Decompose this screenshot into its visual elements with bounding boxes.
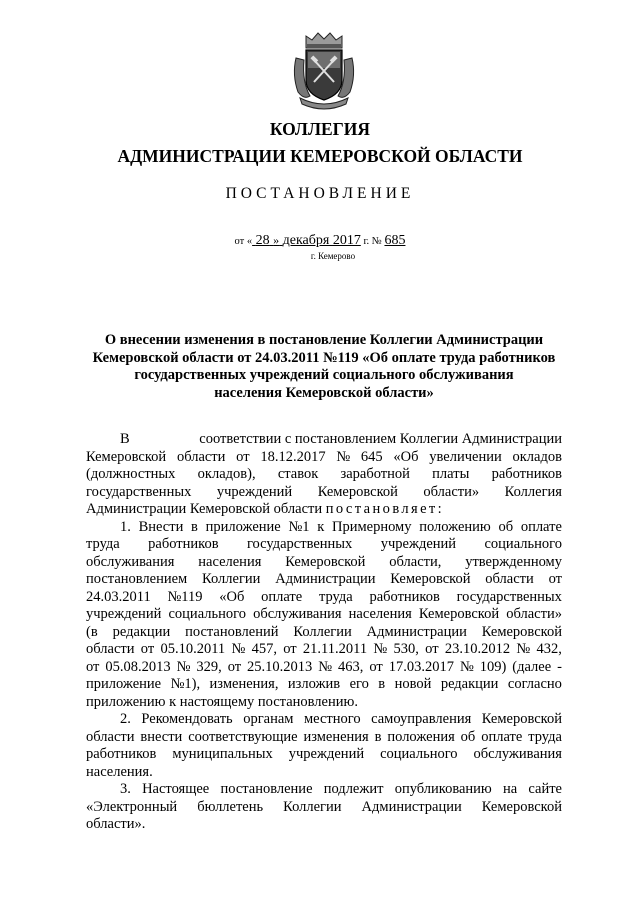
document-body (86, 431, 562, 834)
document-number: 685 (384, 233, 406, 248)
document-subject (86, 332, 562, 402)
preamble-line: Кемеровской области от 18.12.2017 № 645 «Об увеличении окладов (86, 448, 562, 465)
paragraph-1-line: (в редакции постановлений Коллегии Администрации Кемеровской (86, 623, 562, 640)
preamble-line: В соответствии с постановлением Коллегии Администрации (120, 431, 562, 447)
paragraph-1-line: области от 05.10.2011 № 457, от 21.11.2011 № 530, от 23.10.2012 № 432, (86, 641, 562, 657)
preamble-line: (должностных окладов), ставок заработной платы работников (86, 466, 562, 482)
document-type: ПОСТАНОВЛЕНИЕ (225, 185, 415, 202)
paragraph-1-line: приложение №1), изменения, изложив его в новой редакции согласно (86, 676, 562, 692)
paragraph-1-line: обслуживания населения Кемеровской области, утвержденному (86, 553, 562, 570)
subject-line: населения Кемеровской области» (214, 384, 434, 401)
paragraph-1-line: от 05.08.2013 № 329, от 25.10.2013 № 463, от 17.03.2017 № 109) (далее - (86, 658, 562, 675)
preamble-line: Администрации Кемеровской области постановляет: (86, 501, 445, 517)
paragraph-2-line: 2. Рекомендовать органам местного самоуправления Кемеровской (120, 711, 562, 727)
paragraph-2-line: области внести соответствующие изменения в положения об оплате труда (86, 728, 562, 745)
paragraph-2-line: населения. (86, 763, 153, 780)
organization-title-line-2: АДМИНИСТРАЦИИ КЕМЕРОВСКОЙ ОБЛАСТИ (117, 146, 523, 166)
document-city: г. Кемерово (310, 251, 356, 261)
subject-line: Кемеровской области от 24.03.2011 №119 «Об оплате труда работников (92, 349, 556, 366)
paragraph-3-line: 3. Настоящее постановление подлежит опубликованию на сайте (120, 781, 562, 797)
date-day: 28 » декабря 2017 (255, 233, 361, 248)
date-suffix: г. № (363, 236, 382, 247)
paragraph-1-line: приложению к настоящему постановлению. (86, 693, 358, 710)
document-dateline (0, 233, 640, 249)
paragraph-1-line: постановлением Коллегии Администрации Кемеровской области от (86, 571, 562, 587)
date-prefix: от « (234, 236, 253, 247)
paragraph-3-line: «Электронный бюллетень Коллегии Администрации Кемеровской (86, 798, 562, 815)
organization-title-line-1: КОЛЛЕГИЯ (269, 119, 371, 139)
paragraph-1-line: 24.03.2011 №119 «Об оплате труда работников государственных (86, 588, 562, 605)
paragraph-1-line: 1. Внести в приложение №1 к Примерному положению об оплате (120, 518, 562, 535)
paragraph-1-line: труда работников государственных учреждений социального (86, 536, 562, 552)
preamble-line: государственных учреждений Кемеровской области» Коллегия (86, 483, 562, 500)
paragraph-1-line: учреждений социального обслуживания населения Кемеровской области» (86, 606, 562, 622)
coat-of-arms-emblem (290, 30, 358, 110)
paragraph-2-line: работников муниципальных учреждений социального обслуживания (86, 746, 562, 762)
subject-line: государственных учреждений социального обслуживания (134, 367, 514, 383)
paragraph-3-line: области». (86, 816, 146, 832)
subject-line: О внесении изменения в постановление Коллегии Администрации (104, 332, 544, 348)
